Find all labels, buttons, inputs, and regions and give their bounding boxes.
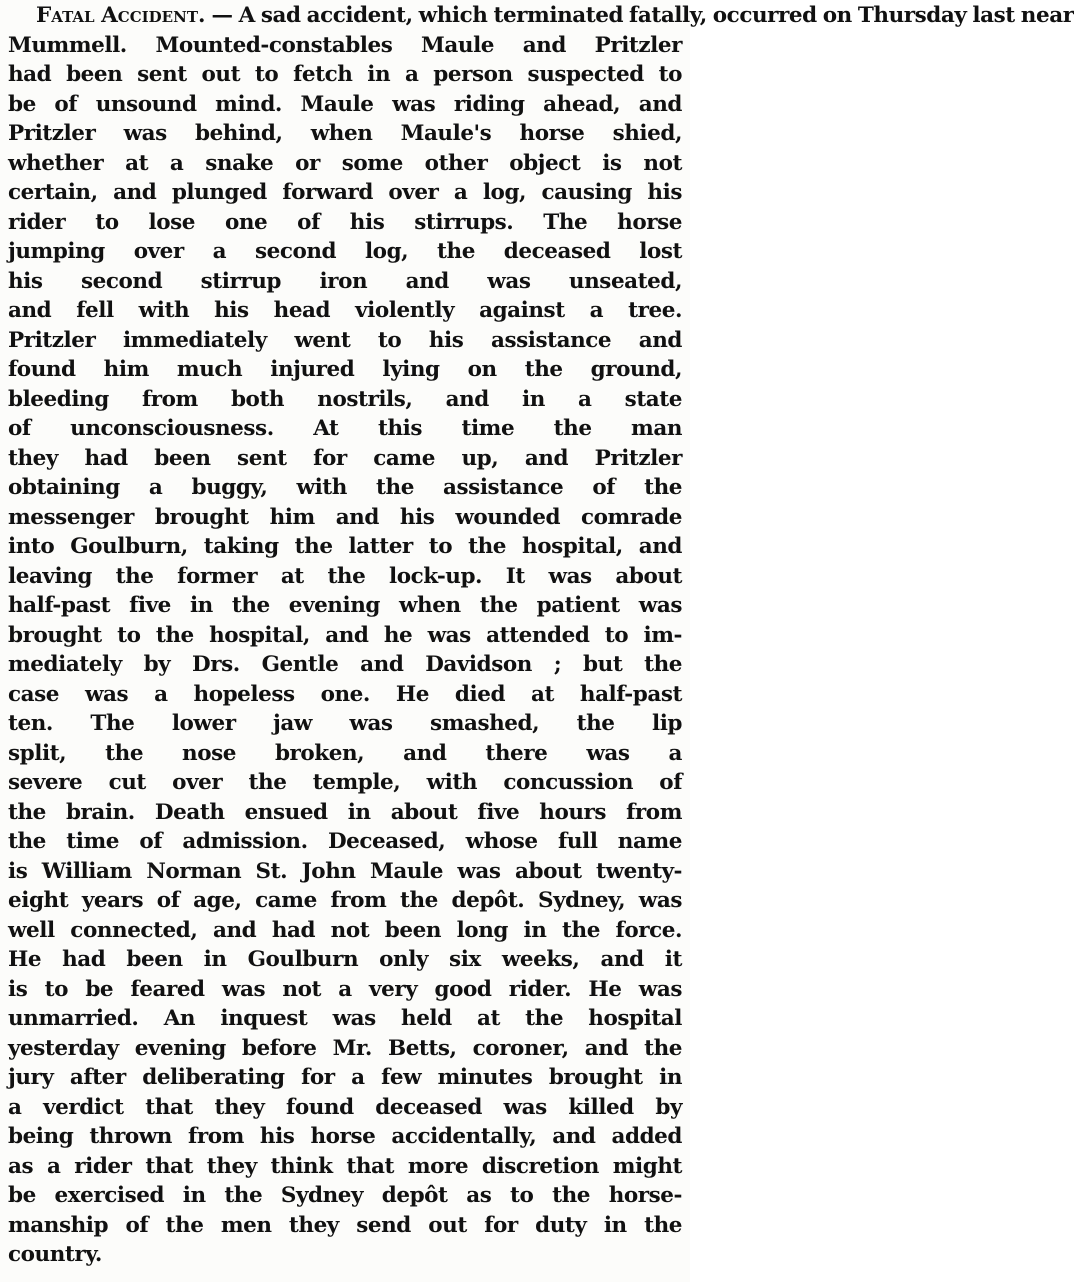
article-line: ten. The lower jaw was smashed, the lip xyxy=(8,711,682,736)
article-line: severe cut over the temple, with concussion of xyxy=(8,770,682,795)
article-line: yesterday evening before Mr. Betts, coroner, and the xyxy=(8,1036,682,1061)
article-line: his second stirrup iron and was unseated, xyxy=(8,269,682,294)
article-line-text: — A sad accident, which terminated fatally, occurred on Thursday last near xyxy=(211,3,1074,28)
article-line-last: country. xyxy=(8,1242,102,1267)
article-line: case was a hopeless one. He died at half-past xyxy=(8,682,682,707)
article-line: rider to lose one of his stirrups. The horse xyxy=(8,210,682,235)
article-line: the brain. Death ensued in about five hours from xyxy=(8,800,682,825)
article-line-1 xyxy=(36,0,1074,31)
article-line: brought to the hospital, and he was attended to im- xyxy=(8,623,682,648)
article-line: obtaining a buggy, with the assistance of the xyxy=(8,475,682,500)
article-line: found him much injured lying on the ground, xyxy=(8,357,682,382)
article-line: they had been sent for came up, and Pritzler xyxy=(8,446,682,471)
article-line: jury after deliberating for a few minutes brought in xyxy=(8,1065,682,1090)
article-line: half-past five in the evening when the patient was xyxy=(8,593,682,618)
article-line: Pritzler immediately went to his assistance and xyxy=(8,328,682,353)
article-line: had been sent out to fetch in a person suspected to xyxy=(8,62,682,87)
article-line: leaving the former at the lock-up. It was about xyxy=(8,564,682,589)
article-line: is William Norman St. John Maule was about twenty- xyxy=(8,859,682,884)
article-line: and fell with his head violently against a tree. xyxy=(8,298,682,323)
article-line: whether at a snake or some other object is not xyxy=(8,151,682,176)
article-line: certain, and plunged forward over a log, causing his xyxy=(8,180,682,205)
article-line: manship of the men they send out for duty in the xyxy=(8,1213,682,1238)
article-line: well connected, and had not been long in the force. xyxy=(8,918,682,943)
article-line: eight years of age, came from the depôt. Sydney, was xyxy=(8,888,682,913)
article-line: jumping over a second log, the deceased lost xyxy=(8,239,682,264)
article-line: be exercised in the Sydney depôt as to the horse- xyxy=(8,1183,682,1208)
article-line: mediately by Drs. Gentle and Davidson ; but the xyxy=(8,652,682,677)
article-line: unmarried. An inquest was held at the hospital xyxy=(8,1006,682,1031)
article-line: a verdict that they found deceased was killed by xyxy=(8,1095,682,1120)
article-line: is to be feared was not a very good rider. He was xyxy=(8,977,682,1002)
article-line: Mummell. Mounted-constables Maule and Pritzler xyxy=(8,33,682,58)
article-line: being thrown from his horse accidentally, and added xyxy=(8,1124,682,1149)
article-line: as a rider that they think that more discretion might xyxy=(8,1154,682,1179)
article-line: of unconsciousness. At this time the man xyxy=(8,416,682,441)
article-line: bleeding from both nostrils, and in a state xyxy=(8,387,682,412)
article-line: split, the nose broken, and there was a xyxy=(8,741,682,766)
article-line: be of unsound mind. Maule was riding ahead, and xyxy=(8,92,682,117)
article-line: messenger brought him and his wounded comrade xyxy=(8,505,682,530)
article-heading: Fatal Accident. xyxy=(36,3,206,28)
article-line: the time of admission. Deceased, whose full name xyxy=(8,829,682,854)
article-line: into Goulburn, taking the latter to the hospital, and xyxy=(8,534,682,559)
article-line: Pritzler was behind, when Maule's horse shied, xyxy=(8,121,682,146)
article-line: He had been in Goulburn only six weeks, and it xyxy=(8,947,682,972)
